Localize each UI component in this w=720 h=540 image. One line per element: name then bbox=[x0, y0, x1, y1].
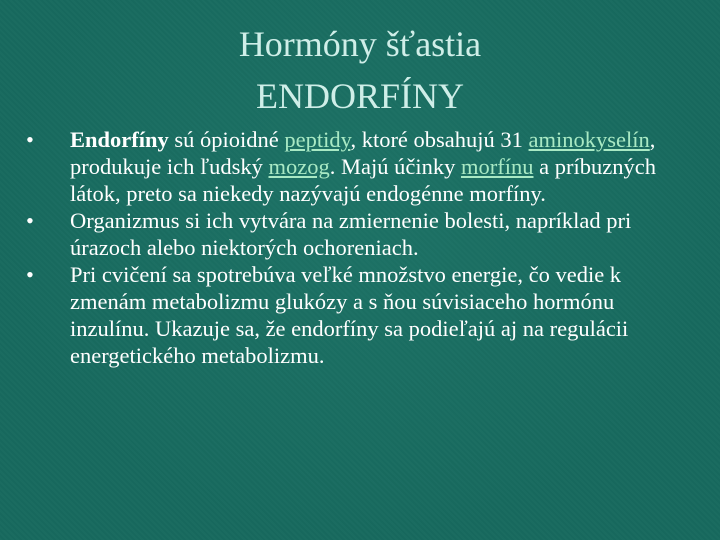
bullet-marker: • bbox=[26, 127, 34, 152]
link-morfinu[interactable]: morfínu bbox=[460, 154, 534, 179]
bullet-text: . Majú účinky bbox=[329, 154, 461, 179]
bullet-text: Pri cvičení sa spotrebúva veľké množstvo energie, čo vedie k zmenám metabolizmu glukózy a s ňou súvisiaceho hormónu inzulínu. Ukazuje sa, že endorfíny sa podieľajú aj na regulácii energetického metabolizmu. bbox=[70, 262, 629, 368]
link-mozog[interactable]: mozog bbox=[268, 154, 330, 179]
bullet-text: a príbuzných látok, preto sa niekedy nazývajú endogénne morfíny. bbox=[70, 154, 656, 206]
bullet-marker: • bbox=[26, 208, 34, 233]
term-endorfiny: Endorfíny bbox=[70, 127, 169, 152]
slide-title bbox=[0, 18, 720, 122]
bullet-list bbox=[26, 126, 696, 369]
bullet-item-3 bbox=[26, 261, 696, 369]
bullet-item-2 bbox=[26, 207, 696, 261]
bullet-text: , produkuje ich ľudský bbox=[70, 127, 656, 179]
bullet-text: sú ópioidné bbox=[168, 127, 285, 152]
bullet-text: , ktoré obsahujú 31 bbox=[350, 127, 529, 152]
title-line-1: Hormóny šťastia bbox=[238, 24, 482, 64]
bullet-marker: • bbox=[26, 262, 34, 287]
bullet-text: Organizmus si ich vytvára na zmiernenie bolesti, napríklad pri úrazoch alebo niektorých ochoreniach. bbox=[70, 208, 632, 260]
link-peptidy[interactable]: peptidy bbox=[284, 127, 351, 152]
bullet-item-1 bbox=[26, 126, 696, 207]
title-line-2: ENDORFÍNY bbox=[255, 76, 464, 116]
link-aminokyselin[interactable]: aminokyselín bbox=[528, 127, 650, 152]
